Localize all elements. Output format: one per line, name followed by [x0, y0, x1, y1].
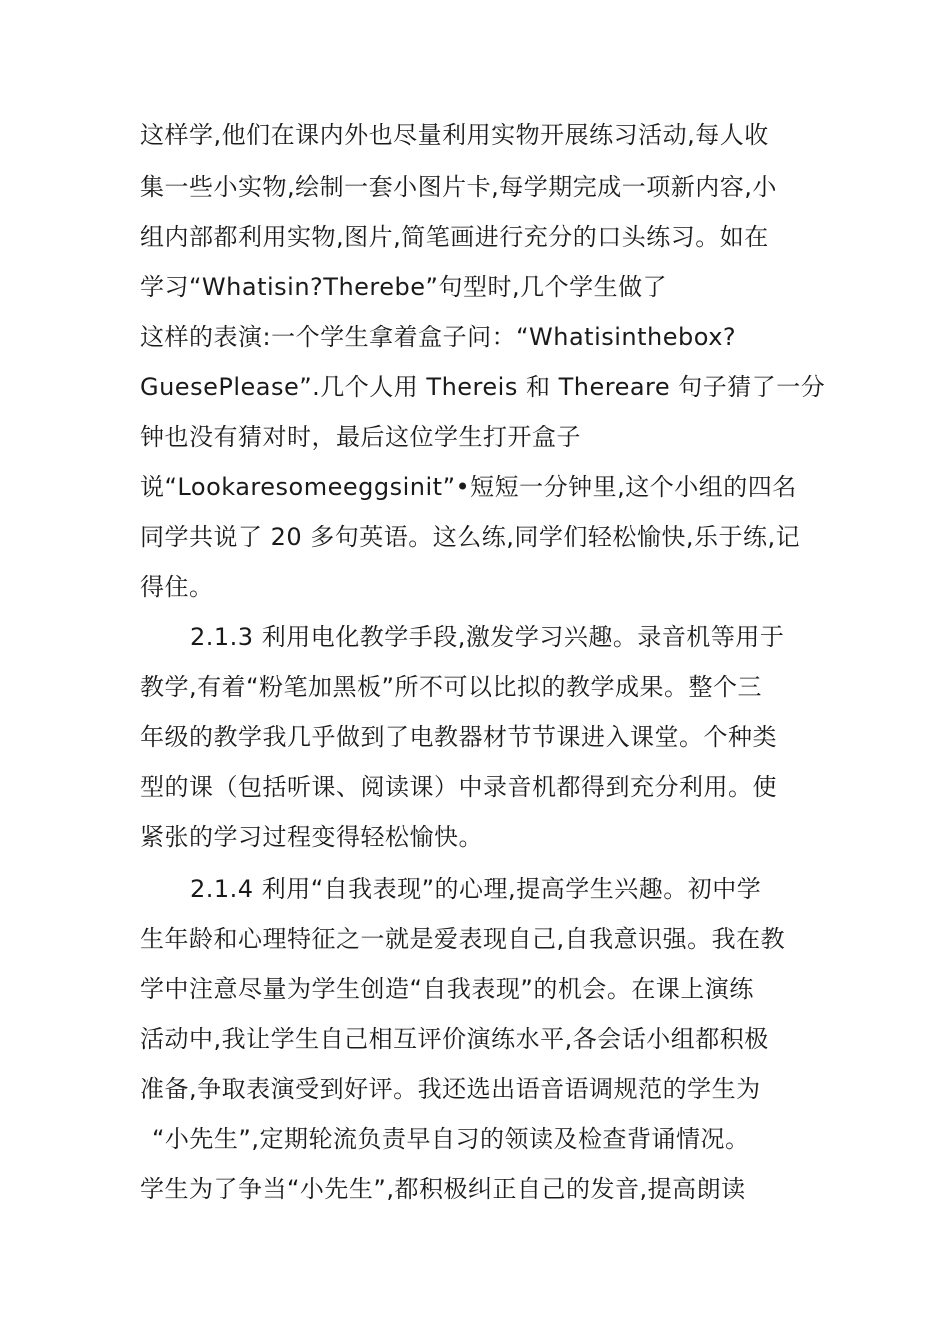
text-line: 这样学,他们在课内外也尽量利用实物开展练习活动,每人收 — [140, 121, 769, 149]
text-line: 紧张的学习过程变得轻松愉快。 — [140, 823, 483, 851]
text-line: 型的课（包括听课、阅读课）中录音机都得到充分利用。使 — [140, 773, 777, 801]
text-line: 集一些小实物,绘制一套小图片卡,每学期完成一项新内容,小 — [140, 173, 777, 201]
text-line: 年级的教学我几乎做到了电教器材节节课进入课堂。个种类 — [140, 723, 777, 751]
text-line: GuesePlease”.几个人用 Thereis 和 Thereare 句子猜了一分 — [140, 373, 826, 401]
text-line: 教学,有着“粉笔加黑板”所不可以比拟的教学成果。整个三 — [140, 673, 762, 701]
text-line: “小先生”,定期轮流负责早自习的领读及检查背诵情况。 — [152, 1125, 750, 1153]
section-heading-2-1-3: 2.1.3 利用电化教学手段,激发学习兴趣。录音机等用于 — [190, 623, 785, 651]
text-line: 学中注意尽量为学生创造“自我表现”的机会。在课上演练 — [140, 975, 754, 1003]
text-line: 活动中,我让学生自己相互评价演练水平,各会话小组都积极 — [140, 1025, 769, 1053]
text-line: 准备,争取表演受到好评。我还选出语音语调规范的学生为 — [140, 1075, 761, 1103]
text-line: 学习“Whatisin?Therebe”句型时,几个学生做了 — [140, 273, 668, 301]
text-line: 钟也没有猜对时，最后这位学生打开盒子 — [140, 423, 581, 451]
text-line: 生年龄和心理特征之一就是爱表现自己,自我意识强。我在教 — [140, 925, 786, 953]
text-line: 得住。 — [140, 573, 214, 601]
text-line: 组内部都利用实物,图片,简笔画进行充分的口头练习。如在 — [140, 223, 769, 251]
text-line: 同学共说了 20 多句英语。这么练,同学们轻松愉快,乐于练,记 — [140, 523, 801, 551]
text-line: 说“Lookaresomeeggsinit”•短短一分钟里,这个小组的四名 — [140, 473, 797, 501]
text-line: 学生为了争当“小先生”,都积极纠正自己的发音,提高朗读 — [140, 1175, 746, 1203]
text-line: 这样的表演:一个学生拿着盒子问：“Whatisinthebox? — [140, 323, 737, 351]
section-heading-2-1-4: 2.1.4 利用“自我表现”的心理,提高学生兴趣。初中学 — [190, 875, 762, 903]
